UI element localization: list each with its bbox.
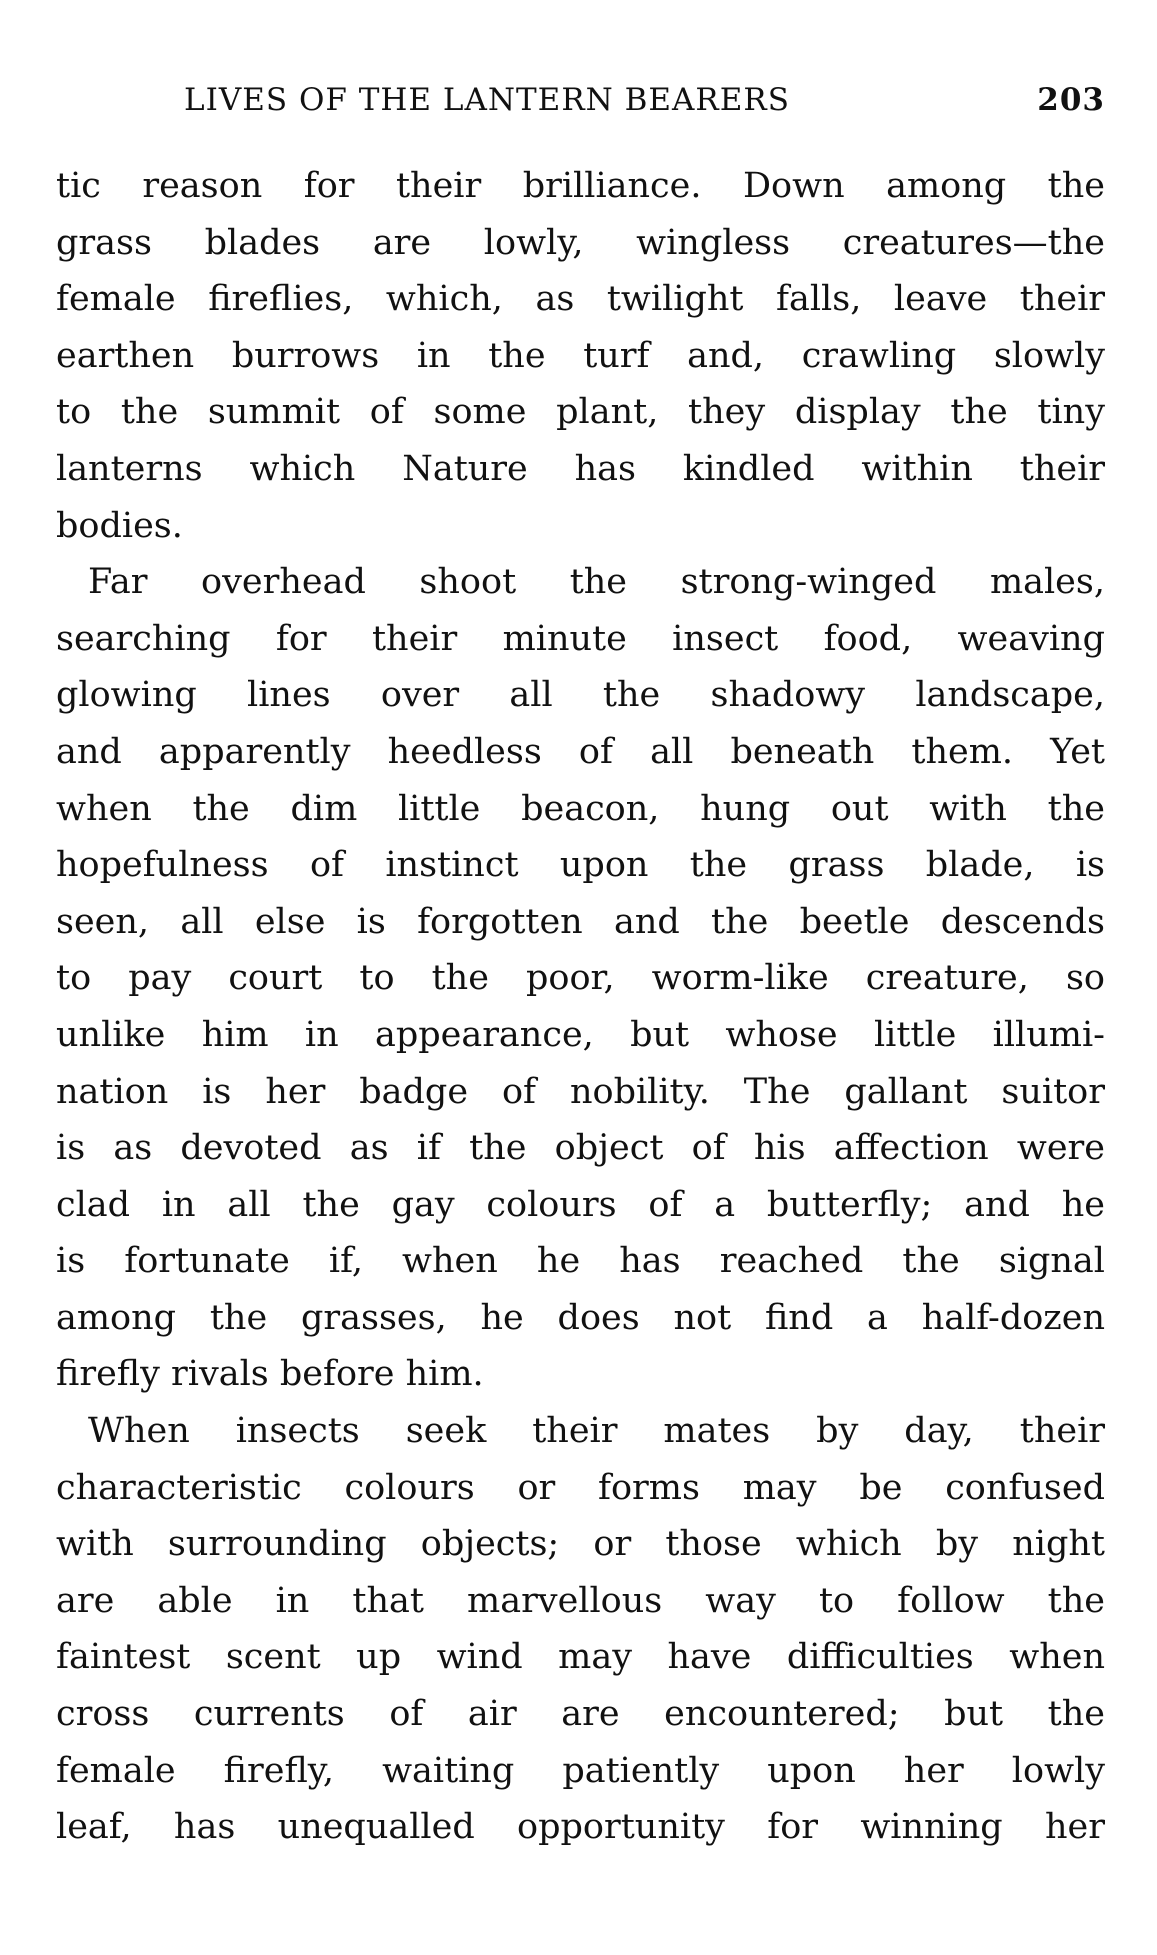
text-line: clad in all the gay colours of a butterfly; and he — [56, 1184, 1105, 1225]
text-line: with surrounding objects; or those which by night — [56, 1524, 1105, 1565]
text-line: bodies. — [56, 505, 183, 546]
text-line: characteristic colours or forms may be confused — [56, 1467, 1105, 1508]
text-line: Far overhead shoot the strong-winged males, — [88, 562, 1105, 603]
text-line: female firefly, waiting patiently upon her lowly — [56, 1750, 1105, 1791]
text-line: unlike him in appearance, but whose little illumi- — [56, 1014, 1105, 1055]
running-title: LIVES OF THE LANTERN BEARERS — [184, 82, 790, 118]
text-line: searching for their minute insect food, weaving — [56, 618, 1105, 659]
page-number: 203 — [1037, 82, 1105, 118]
text-line: When insects seek their mates by day, their — [88, 1411, 1105, 1452]
text-line: when the dim little beacon, hung out with the — [56, 788, 1105, 829]
text-line: tic reason for their brilliance. Down among the — [56, 166, 1105, 206]
text-line: and apparently heedless of all beneath them. Yet — [56, 731, 1105, 772]
text-line: grass blades are lowly, wingless creatures—the — [56, 222, 1105, 263]
text-line: is as devoted as if the object of his affection were — [56, 1128, 1105, 1169]
text-line: are able in that marvellous way to follow the — [56, 1580, 1105, 1621]
text-line: to the summit of some plant, they display the tiny — [56, 392, 1105, 433]
text-line: lanterns which Nature has kindled within their — [56, 448, 1105, 489]
text-line: hopefulness of instinct upon the grass blade, is — [56, 845, 1105, 886]
text-line: faintest scent up wind may have difficulties when — [56, 1637, 1105, 1678]
text-line: earthen burrows in the turf and, crawling slowly — [56, 335, 1105, 376]
text-line: glowing lines over all the shadowy landscape, — [56, 675, 1105, 716]
text-line: female fireflies, which, as twilight falls, leave their — [56, 279, 1105, 320]
text-line: leaf, has unequalled opportunity for winning her — [56, 1807, 1105, 1848]
text-line: to pay court to the poor, worm-like creature, so — [56, 958, 1105, 999]
text-line: among the grasses, he does not find a half-dozen — [56, 1297, 1105, 1338]
text-line: firefly rivals before him. — [56, 1354, 484, 1395]
text-line: is fortunate if, when he has reached the signal — [56, 1241, 1105, 1282]
text-line: cross currents of air are encountered; but the — [56, 1694, 1105, 1735]
body-text — [56, 158, 1105, 1856]
text-line: seen, all else is forgotten and the beetle descends — [56, 901, 1105, 942]
text-line: nation is her badge of nobility. The gallant suitor — [56, 1071, 1105, 1112]
running-header — [184, 82, 1105, 126]
